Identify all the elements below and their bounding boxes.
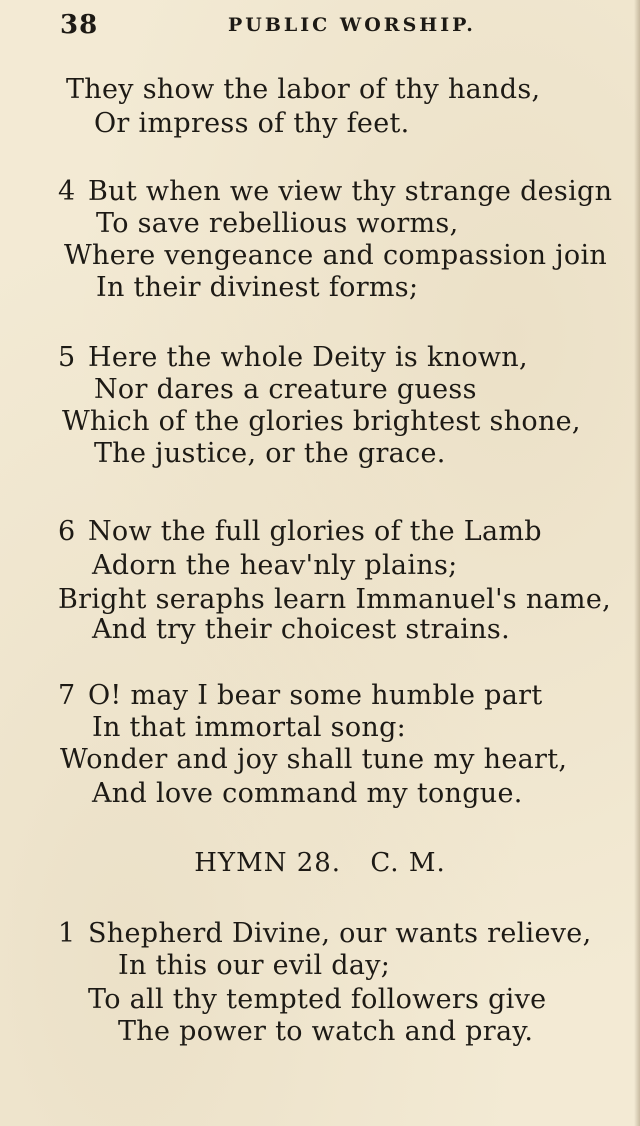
stanza-line: Bright seraphs learn Immanuel's name, bbox=[58, 584, 611, 615]
stanza-line: Adorn the heav'nly plains; bbox=[92, 550, 458, 581]
stanza-7-line-1: 7 O! may I bear some humble part bbox=[58, 680, 543, 711]
stanza-line: The justice, or the grace. bbox=[94, 438, 446, 469]
verse-number: 1 bbox=[58, 918, 76, 949]
stanza-line: Wonder and joy shall tune my heart, bbox=[60, 744, 568, 775]
verse-number: 5 bbox=[58, 342, 76, 373]
verse-number: 7 bbox=[58, 680, 76, 711]
page-number: 38 bbox=[60, 10, 99, 40]
page-edge-shadow bbox=[634, 0, 640, 1126]
hymn-number: HYMN 28. bbox=[194, 848, 342, 878]
hymn-meter: C. M. bbox=[370, 848, 446, 878]
stanza-line: And love command my tongue. bbox=[92, 778, 523, 809]
stanza-line: In that immortal song: bbox=[92, 712, 407, 743]
verse-number: 6 bbox=[58, 516, 76, 547]
verse-number: 4 bbox=[58, 176, 76, 207]
stanza-line: The power to watch and pray. bbox=[118, 1016, 534, 1047]
stanza-6-line-1: 6 Now the full glories of the Lamb bbox=[58, 516, 542, 547]
stanza-line: To all thy tempted followers give bbox=[88, 984, 547, 1015]
stanza-line: Or impress of thy feet. bbox=[94, 108, 410, 139]
stanza-line: In this our evil day; bbox=[118, 950, 391, 981]
stanza-5-line-1: 5 Here the whole Deity is known, bbox=[58, 342, 528, 373]
running-head: PUBLIC WORSHIP. bbox=[228, 14, 476, 36]
stanza-line: In their divinest forms; bbox=[96, 272, 419, 303]
hymn-stanza-1-line-1: 1 Shepherd Divine, our wants relieve, bbox=[58, 918, 592, 949]
stanza-4-line-1: 4 But when we view thy strange design bbox=[58, 176, 613, 207]
stanza-line: To save rebellious worms, bbox=[96, 208, 459, 239]
hymn-title bbox=[0, 848, 640, 878]
stanza-line: Nor dares a creature guess bbox=[94, 374, 477, 405]
stanza-line: And try their choicest strains. bbox=[92, 614, 510, 645]
stanza-line: They show the labor of thy hands, bbox=[66, 74, 541, 105]
page-header bbox=[60, 10, 580, 40]
stanza-line: Where vengeance and compassion join bbox=[64, 240, 608, 271]
stanza-line: Which of the glories brightest shone, bbox=[62, 406, 581, 437]
